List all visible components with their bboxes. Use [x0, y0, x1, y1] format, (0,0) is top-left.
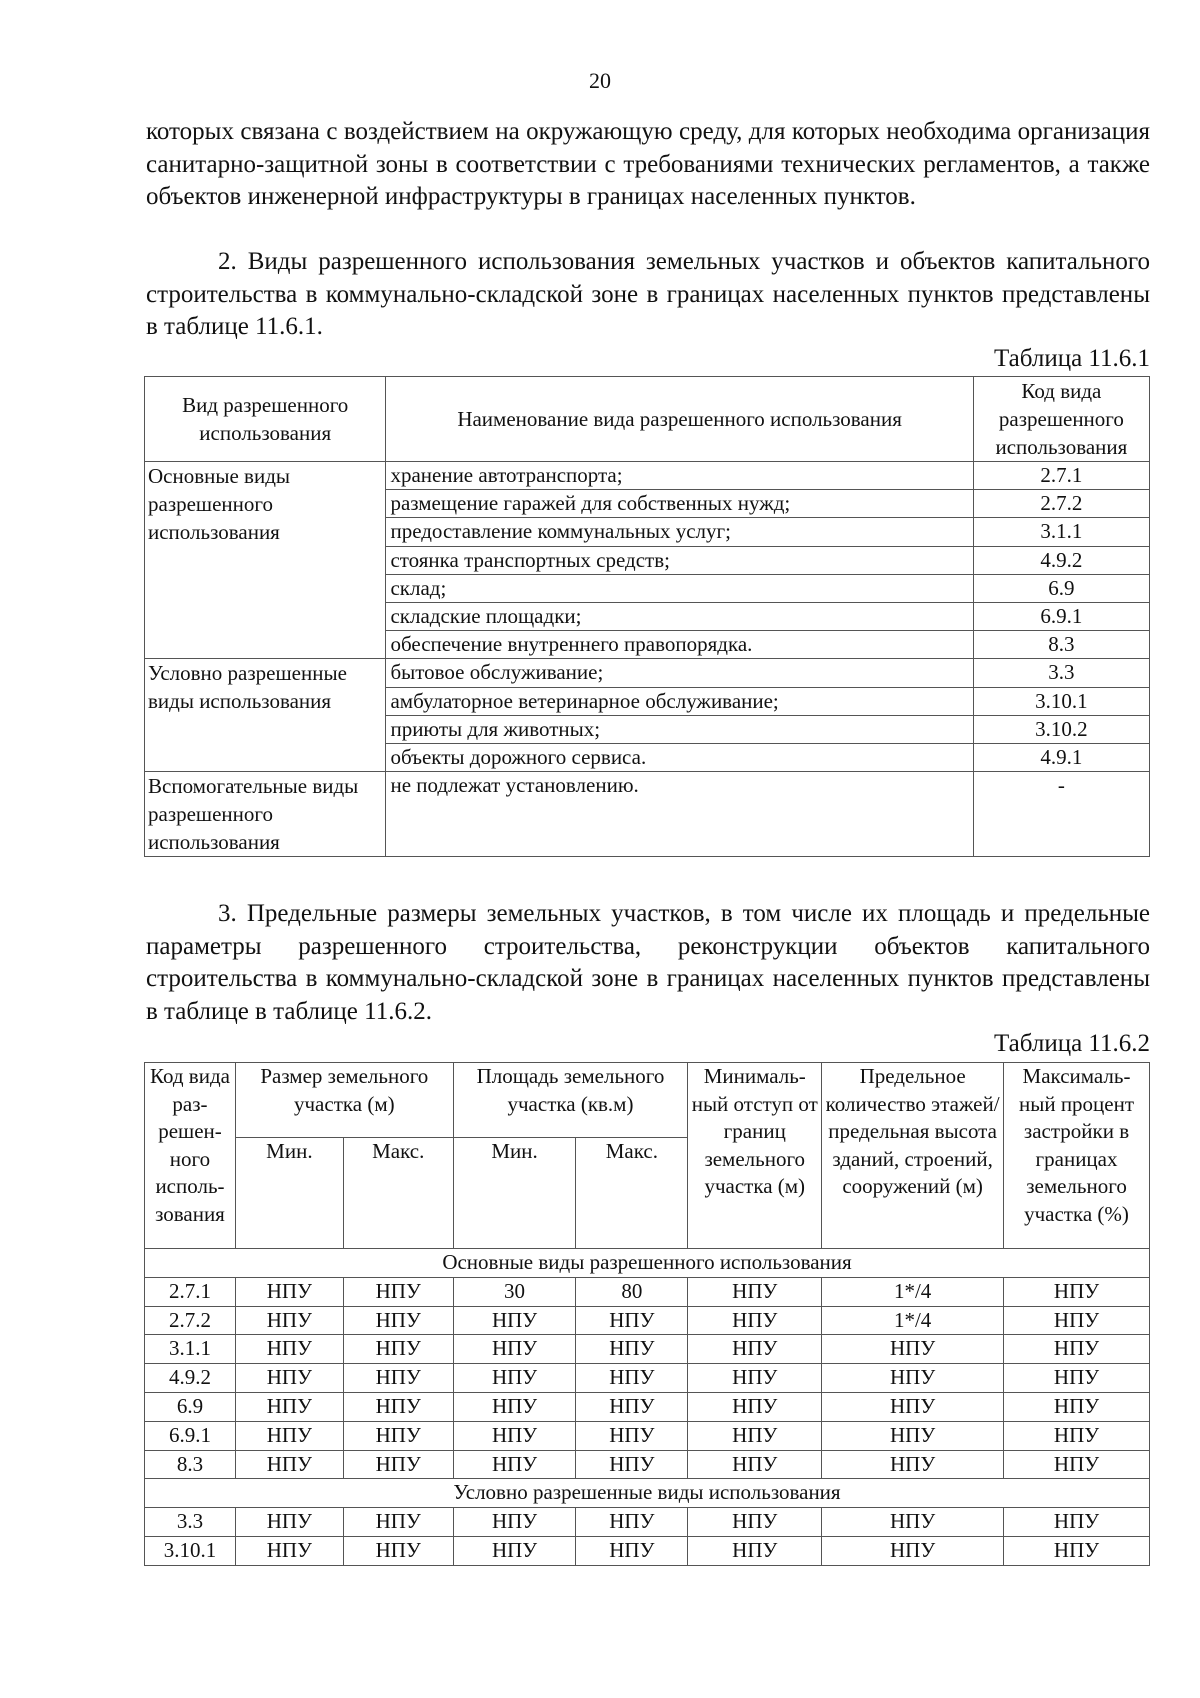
- t2-header-size: Размер земельного участка (м): [235, 1063, 453, 1138]
- t2-value-cell: НПУ: [576, 1335, 688, 1364]
- t1-name-cell: предоставление коммунальных услуг;: [386, 518, 973, 546]
- t1-code-cell: 4.9.2: [973, 546, 1149, 574]
- t2-code-cell: 6.9: [145, 1392, 236, 1421]
- t2-value-cell: НПУ: [822, 1364, 1004, 1393]
- paragraph-1: которых связана с воздействием на окружающую среду, для которых необходима организация санитарно-защитной зоны в соответствии с требованиями технических регламентов, а также объектов инженерной инфраструктуры в границах населенных пунктов.: [146, 118, 1150, 210]
- t2-row: [145, 1508, 1150, 1537]
- t2-value-cell: НПУ: [453, 1508, 576, 1537]
- t2-header-area-max: Макс.: [576, 1138, 688, 1249]
- t1-code-cell: 6.9.1: [973, 602, 1149, 630]
- t2-value-cell: НПУ: [453, 1392, 576, 1421]
- t2-value-cell: НПУ: [576, 1421, 688, 1450]
- t2-value-cell: НПУ: [576, 1306, 688, 1335]
- t2-header-setback: Минималь-ный отступ от границ земельного участка (м): [688, 1063, 822, 1249]
- t1-row: [145, 462, 1150, 490]
- t2-value-cell: НПУ: [235, 1421, 343, 1450]
- t2-header-area: Площадь земельного участка (кв.м): [453, 1063, 688, 1138]
- t2-value-cell: НПУ: [343, 1392, 453, 1421]
- t2-code-cell: 3.1.1: [145, 1335, 236, 1364]
- t2-value-cell: НПУ: [576, 1392, 688, 1421]
- t2-code-cell: 3.3: [145, 1508, 236, 1537]
- t2-value-cell: НПУ: [235, 1508, 343, 1537]
- t2-value-cell: НПУ: [235, 1364, 343, 1393]
- table-2: [144, 1062, 1150, 1566]
- t2-value-cell: НПУ: [235, 1277, 343, 1306]
- t1-name-cell: размещение гаражей для собственных нужд;: [386, 490, 973, 518]
- t2-value-cell: НПУ: [453, 1450, 576, 1479]
- t2-value-cell: НПУ: [1004, 1364, 1150, 1393]
- paragraph-3: 3. Предельные размеры земельных участков, в том числе их площадь и предельные параметры разрешенного строительства, реконструкции объектов капитального строительства в коммунально-складской зоне в границах населенных пунктов представлены в таблице в таблице 11.6.2.: [146, 900, 1150, 1025]
- t1-name-cell: бытовое обслуживание;: [386, 659, 973, 687]
- t2-value-cell: НПУ: [453, 1536, 576, 1565]
- t2-value-cell: НПУ: [576, 1536, 688, 1565]
- t1-row: [145, 659, 1150, 687]
- t2-value-cell: 1*/4: [822, 1306, 1004, 1335]
- t1-code-cell: 3.10.2: [973, 715, 1149, 743]
- t2-header-floors: Предельное количество этажей/ предельная высота зданий, строений, сооружений (м): [822, 1063, 1004, 1249]
- t2-value-cell: НПУ: [688, 1306, 822, 1335]
- t1-name-cell: объекты дорожного сервиса.: [386, 743, 973, 771]
- t2-row: [145, 1421, 1150, 1450]
- t2-value-cell: НПУ: [1004, 1536, 1150, 1565]
- t2-header-area-min: Мин.: [453, 1138, 576, 1249]
- t2-row: [145, 1364, 1150, 1393]
- t1-code-cell: 2.7.2: [973, 490, 1149, 518]
- t2-value-cell: НПУ: [822, 1536, 1004, 1565]
- t2-value-cell: НПУ: [343, 1277, 453, 1306]
- t1-header-name: Наименование вида разрешенного использования: [386, 377, 973, 462]
- t2-code-cell: 2.7.1: [145, 1277, 236, 1306]
- t2-value-cell: НПУ: [1004, 1508, 1150, 1537]
- t2-value-cell: НПУ: [822, 1450, 1004, 1479]
- t1-category-cell: Вспомогательные виды разрешенного использования: [145, 772, 386, 857]
- t2-value-cell: 1*/4: [822, 1277, 1004, 1306]
- t2-header-code: Код вида раз-решен-ного исполь-зования: [145, 1063, 236, 1249]
- t1-code-cell: -: [973, 772, 1149, 857]
- t2-value-cell: НПУ: [343, 1335, 453, 1364]
- t1-name-cell: приюты для животных;: [386, 715, 973, 743]
- t1-name-cell: складские площадки;: [386, 602, 973, 630]
- t2-value-cell: НПУ: [822, 1335, 1004, 1364]
- t2-value-cell: НПУ: [235, 1536, 343, 1565]
- t2-value-cell: НПУ: [688, 1450, 822, 1479]
- t2-value-cell: 30: [453, 1277, 576, 1306]
- t2-value-cell: НПУ: [343, 1306, 453, 1335]
- t1-code-cell: 3.10.1: [973, 687, 1149, 715]
- t2-row: [145, 1392, 1150, 1421]
- t1-name-cell: склад;: [386, 574, 973, 602]
- t2-value-cell: НПУ: [688, 1364, 822, 1393]
- t2-value-cell: НПУ: [822, 1508, 1004, 1537]
- t1-name-cell: амбулаторное ветеринарное обслуживание;: [386, 687, 973, 715]
- t2-value-cell: НПУ: [235, 1335, 343, 1364]
- t2-value-cell: НПУ: [343, 1508, 453, 1537]
- page-number: 20: [589, 68, 611, 93]
- t2-value-cell: НПУ: [453, 1306, 576, 1335]
- t2-value-cell: НПУ: [1004, 1335, 1150, 1364]
- t1-category-cell: Основные виды разрешенного использования: [145, 462, 386, 659]
- t1-category-cell: Условно разрешенные виды использования: [145, 659, 386, 772]
- t1-name-cell: не подлежат установлению.: [386, 772, 973, 857]
- t1-name-cell: стоянка транспортных средств;: [386, 546, 973, 574]
- t2-code-cell: 2.7.2: [145, 1306, 236, 1335]
- t2-header-coverage: Максималь-ный процент застройки в границах земельного участка (%): [1004, 1063, 1150, 1249]
- t2-value-cell: НПУ: [688, 1277, 822, 1306]
- t1-code-cell: 4.9.1: [973, 743, 1149, 771]
- t1-code-cell: 3.1.1: [973, 518, 1149, 546]
- t2-header-size-max: Макс.: [343, 1138, 453, 1249]
- t2-section-row: [145, 1479, 1150, 1508]
- t2-value-cell: НПУ: [822, 1392, 1004, 1421]
- t2-value-cell: НПУ: [822, 1421, 1004, 1450]
- t1-code-cell: 2.7.1: [973, 462, 1149, 490]
- t2-value-cell: 80: [576, 1277, 688, 1306]
- t2-code-cell: 8.3: [145, 1450, 236, 1479]
- t2-value-cell: НПУ: [688, 1421, 822, 1450]
- t2-row: [145, 1335, 1150, 1364]
- t1-code-cell: 8.3: [973, 631, 1149, 659]
- t1-name-cell: хранение автотранспорта;: [386, 462, 973, 490]
- t2-row: [145, 1306, 1150, 1335]
- t2-value-cell: НПУ: [1004, 1306, 1150, 1335]
- t2-row: [145, 1277, 1150, 1306]
- t2-value-cell: НПУ: [343, 1421, 453, 1450]
- t1-row: [145, 772, 1150, 857]
- t2-value-cell: НПУ: [576, 1508, 688, 1537]
- t2-value-cell: НПУ: [576, 1364, 688, 1393]
- t2-section-row: [145, 1249, 1150, 1278]
- table-2-header-row: [145, 1063, 1150, 1138]
- t2-code-cell: 3.10.1: [145, 1536, 236, 1565]
- t2-value-cell: НПУ: [1004, 1277, 1150, 1306]
- t1-header-category: Вид разрешенного использования: [145, 377, 386, 462]
- t2-value-cell: НПУ: [235, 1306, 343, 1335]
- t2-value-cell: НПУ: [688, 1508, 822, 1537]
- t1-name-cell: обеспечение внутреннего правопорядка.: [386, 631, 973, 659]
- t2-value-cell: НПУ: [1004, 1392, 1150, 1421]
- t2-value-cell: НПУ: [453, 1335, 576, 1364]
- t2-value-cell: НПУ: [343, 1450, 453, 1479]
- t2-code-cell: 4.9.2: [145, 1364, 236, 1393]
- t1-header-code: Код вида разрешенного использования: [973, 377, 1149, 462]
- t2-header-size-min: Мин.: [235, 1138, 343, 1249]
- table-1-header-row: [145, 377, 1150, 462]
- t2-value-cell: НПУ: [343, 1364, 453, 1393]
- t2-value-cell: НПУ: [1004, 1421, 1150, 1450]
- t2-code-cell: 6.9.1: [145, 1421, 236, 1450]
- t2-value-cell: НПУ: [453, 1421, 576, 1450]
- t2-value-cell: НПУ: [576, 1450, 688, 1479]
- t2-row: [145, 1450, 1150, 1479]
- t2-value-cell: НПУ: [688, 1536, 822, 1565]
- t2-value-cell: НПУ: [235, 1392, 343, 1421]
- table-2-caption: Таблица 11.6.2: [994, 1030, 1150, 1057]
- t1-code-cell: 3.3: [973, 659, 1149, 687]
- t2-value-cell: НПУ: [235, 1450, 343, 1479]
- t2-value-cell: НПУ: [688, 1392, 822, 1421]
- t2-value-cell: НПУ: [688, 1335, 822, 1364]
- paragraph-2: 2. Виды разрешенного использования земельных участков и объектов капитального строительства в коммунально-складской зоне в границах населенных пунктов представлены в таблице 11.6.1.: [146, 248, 1150, 340]
- t2-value-cell: НПУ: [1004, 1450, 1150, 1479]
- t2-row: [145, 1536, 1150, 1565]
- table-1-caption: Таблица 11.6.1: [994, 345, 1150, 372]
- table-1: [144, 376, 1150, 857]
- t1-code-cell: 6.9: [973, 574, 1149, 602]
- t2-section-title: Условно разрешенные виды использования: [145, 1479, 1150, 1508]
- t2-value-cell: НПУ: [343, 1536, 453, 1565]
- t2-value-cell: НПУ: [453, 1364, 576, 1393]
- t2-section-title: Основные виды разрешенного использования: [145, 1249, 1150, 1278]
